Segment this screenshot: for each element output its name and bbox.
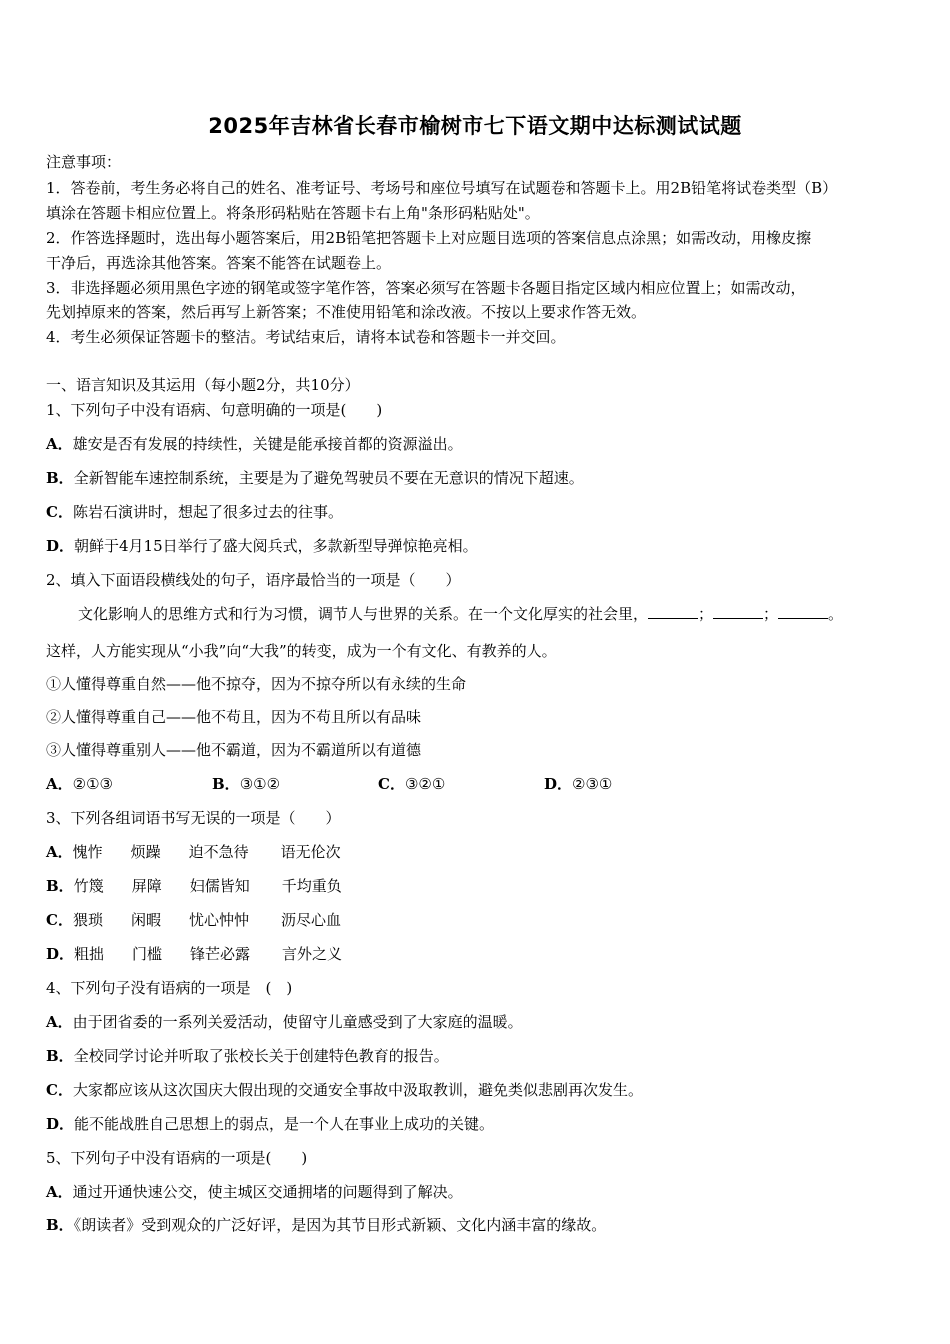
option-label: C．	[46, 1081, 73, 1099]
option-text: ②③①	[572, 775, 613, 793]
option-text: 雄安是否有发展的持续性，关键是能承接首都的资源溢出。	[72, 435, 463, 453]
choice-d	[544, 774, 710, 794]
option-label: C．	[378, 775, 405, 793]
page-title: 2025年吉林省长春市榆树市七下语文期中达标测试试题	[208, 114, 742, 138]
question-1-option-a	[46, 434, 463, 454]
separator: ；	[698, 605, 714, 623]
separator: 。	[828, 605, 844, 623]
option-label: A．	[46, 843, 73, 861]
question-2-item: ②人懂得尊重自己——他不苟且，因为不苟且所以有品味	[46, 708, 422, 726]
option-label: A．	[46, 775, 73, 793]
question-2-passage	[78, 604, 843, 624]
option-label: B．	[46, 1216, 74, 1234]
choice-b	[212, 774, 378, 794]
question-2-choices	[46, 774, 710, 794]
word: 粗拙	[74, 945, 105, 963]
notice-line: 1．答卷前，考生务必将自己的姓名、准考证号、考场号和座位号填写在试题卷和答题卡上。用2B铅笔将试卷类型（B）	[46, 179, 838, 197]
choice-c	[378, 774, 544, 794]
option-label: D．	[544, 775, 573, 793]
question-2-passage-cont: 这样，人方能实现从“小我”向“大我”的转变，成为一个有文化、有教养的人。	[46, 642, 557, 660]
option-text: 全新智能车速控制系统，主要是为了避免驾驶员不要在无意识的情况下超速。	[73, 469, 584, 487]
answer-blank[interactable]	[648, 604, 698, 619]
option-label: A．	[46, 435, 73, 453]
question-5-option-b	[46, 1215, 606, 1235]
word: 忧心忡忡	[188, 911, 249, 929]
answer-blank[interactable]	[778, 604, 828, 619]
question-1-stem: 1、下列句子中没有语病、句意明确的一项是( )	[46, 401, 383, 419]
question-1-option-b	[46, 468, 584, 488]
choice-a	[46, 774, 212, 794]
option-text: 由于团省委的一系列关爱活动，使留守儿童感受到了大家庭的温暖。	[72, 1013, 523, 1031]
option-text: 大家都应该从这次国庆大假出现的交通安全事故中汲取教训，避免类似悲剧再次发生。	[72, 1081, 643, 1099]
question-2-stem: 2、填入下面语段横线处的句子，语序最恰当的一项是（ ）	[46, 571, 461, 589]
option-text: ②①③	[72, 775, 113, 793]
question-1-option-d	[46, 536, 478, 556]
question-2-item: ③人懂得尊重别人——他不霸道，因为不霸道所以有道德	[46, 741, 422, 759]
option-text: ③①②	[239, 775, 281, 793]
option-text: 朝鲜于4月15日举行了盛大阅兵式，多款新型导弹惊艳亮相。	[74, 537, 478, 555]
word: 迫不急待	[188, 843, 249, 861]
question-5-stem: 5、下列句子中没有语病的一项是( )	[46, 1149, 308, 1167]
word: 闲暇	[130, 911, 161, 929]
question-4-option-b	[46, 1046, 449, 1066]
notice-line: 先划掉原来的答案，然后再写上新答案；不准使用铅笔和涂改液。不按以上要求作答无效。	[46, 303, 647, 321]
option-text: ③②①	[404, 775, 446, 793]
option-text: 全校同学讨论并听取了张校长关于创建特色教育的报告。	[73, 1047, 449, 1065]
option-label: B．	[46, 469, 74, 487]
word: 妇儒皆知	[189, 877, 250, 895]
option-text: 通过开通快速公交，使主城区交通拥堵的问题得到了解决。	[72, 1183, 463, 1201]
word: 语无伦次	[280, 843, 341, 861]
option-label: B．	[46, 1047, 74, 1065]
separator: ；	[763, 605, 779, 623]
word: 锋芒必露	[190, 945, 251, 963]
word: 屏障	[131, 877, 162, 895]
option-label: C．	[46, 503, 73, 521]
word: 愧怍	[72, 843, 103, 861]
section-heading: 一、语言知识及其运用（每小题2分，共10分）	[46, 376, 360, 394]
question-3-stem: 3、下列各组词语书写无误的一项是（ ）	[46, 809, 341, 827]
word: 言外之义	[282, 945, 343, 963]
question-3-option-c	[46, 910, 341, 930]
question-3-option-b	[46, 876, 342, 896]
word: 烦躁	[130, 843, 161, 861]
word: 沥尽心血	[280, 911, 341, 929]
option-text: 能不能战胜自己思想上的弱点，是一个人在事业上成功的关键。	[74, 1115, 495, 1133]
question-3-option-a	[46, 842, 341, 862]
option-label: A．	[46, 1013, 73, 1031]
notice-line: 4．考生必须保证答题卡的整洁。考试结束后，请将本试卷和答题卡一并交回。	[46, 328, 566, 346]
word: 猥琐	[72, 911, 103, 929]
question-5-option-a	[46, 1182, 463, 1202]
word: 竹篾	[73, 877, 104, 895]
notice-line: 填涂在答题卡相应位置上。将条形码粘贴在答题卡右上角"条形码粘贴处"。	[46, 204, 540, 222]
notice-line: 3．非选择题必须用黑色字迹的钢笔或签字笔作答，答案必须写在答题卡各题目指定区域内相应位置上；如需改动，	[46, 279, 806, 297]
question-4-option-a	[46, 1012, 523, 1032]
option-label: C．	[46, 911, 73, 929]
passage-text: 文化影响人的思维方式和行为习惯，调节人与世界的关系。在一个文化厚实的社会里，	[78, 605, 649, 623]
word: 门槛	[132, 945, 163, 963]
word: 千均重负	[281, 877, 342, 895]
question-4-option-c	[46, 1080, 643, 1100]
notice-heading: 注意事项：	[46, 153, 122, 171]
question-2-item: ①人懂得尊重自然——他不掠夺，因为不掠夺所以有永续的生命	[46, 675, 467, 693]
option-label: D．	[46, 537, 75, 555]
answer-blank[interactable]	[713, 604, 763, 619]
option-label: D．	[46, 1115, 75, 1133]
question-1-option-c	[46, 502, 343, 522]
question-3-option-d	[46, 944, 342, 964]
option-text: 《朗读者》受到观众的广泛好评，是因为其节目形式新颖、文化内涵丰富的缘故。	[73, 1216, 607, 1234]
option-label: D．	[46, 945, 75, 963]
option-label: A．	[46, 1183, 73, 1201]
option-label: B．	[212, 775, 240, 793]
option-text: 陈岩石演讲时，想起了很多过去的往事。	[72, 503, 343, 521]
question-4-stem: 4、下列句子没有语病的一项是 ( )	[46, 979, 293, 997]
notice-line: 2．作答选择题时，选出每小题答案后，用2B铅笔把答题卡上对应题目选项的答案信息点涂黑；如需改动，用橡皮擦	[46, 229, 812, 247]
notice-line: 干净后，再选涂其他答案。答案不能答在试题卷上。	[46, 254, 392, 272]
option-label: B．	[46, 877, 74, 895]
question-4-option-d	[46, 1114, 494, 1134]
